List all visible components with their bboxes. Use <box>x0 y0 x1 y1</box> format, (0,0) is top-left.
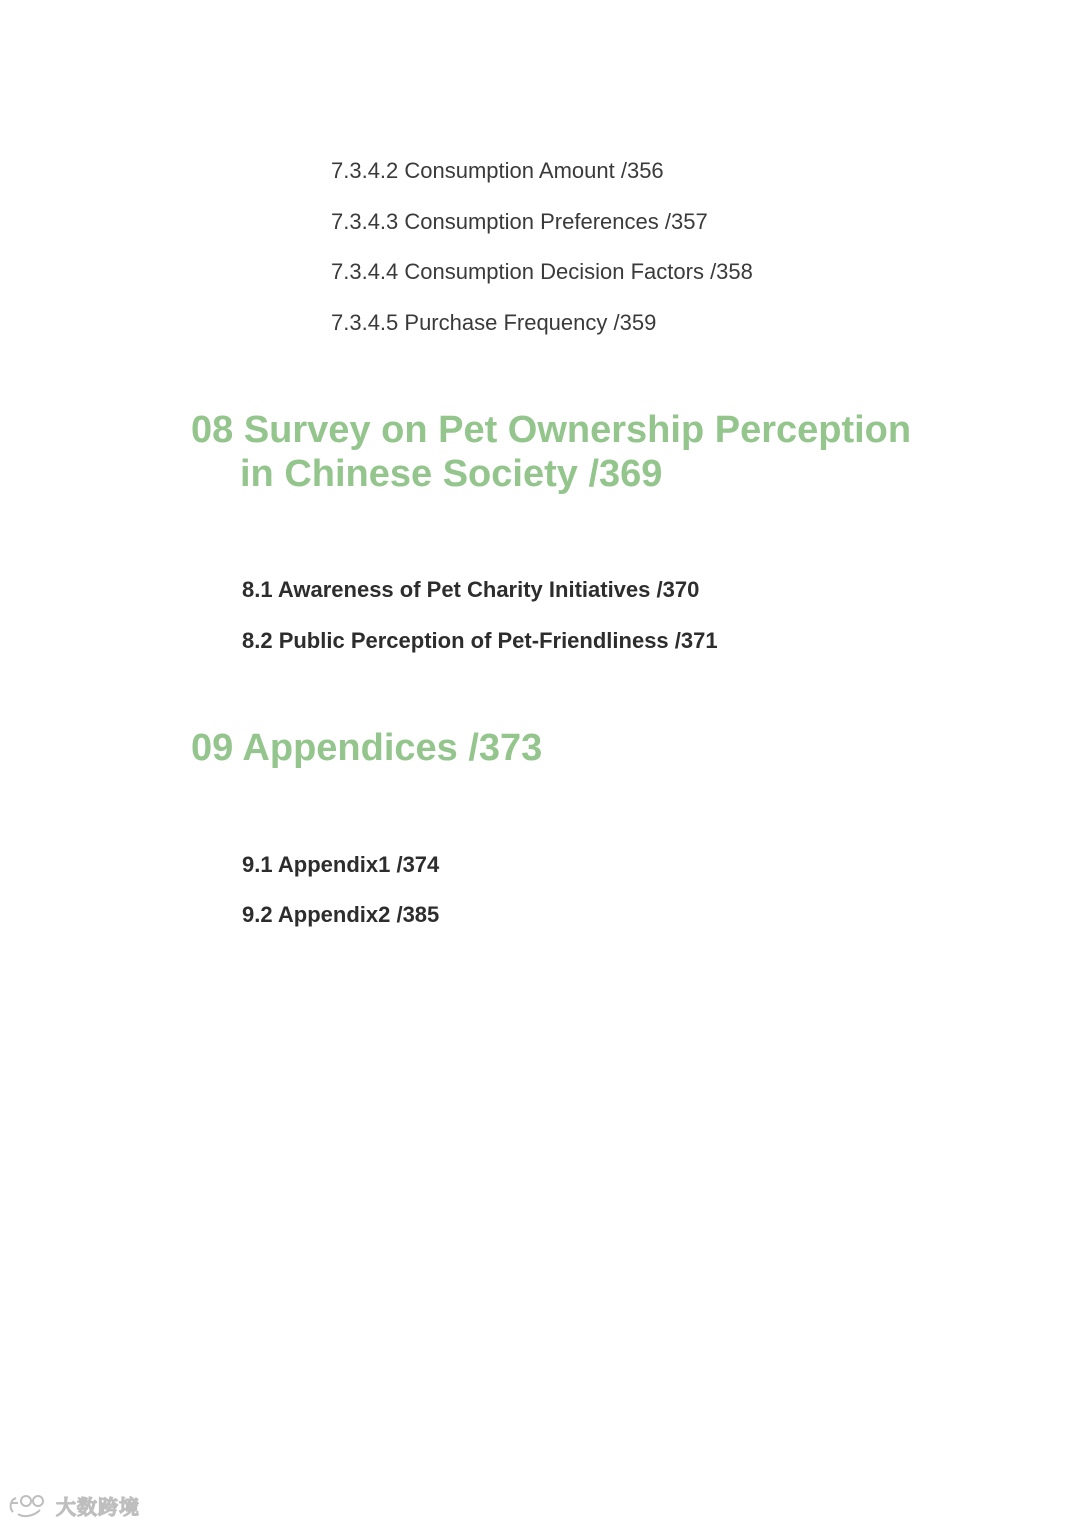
toc-subsection-7-3-4-4[interactable]: 7.3.4.4 Consumption Decision Factors /358 <box>331 259 753 284</box>
toc-section-9-1[interactable]: 9.1 Appendix1 /374 <box>242 852 440 877</box>
logo-icon <box>8 1492 50 1518</box>
chapter-08-heading-continued[interactable]: in Chinese Society /369 <box>240 453 663 495</box>
chapter-08-heading[interactable]: 08 Survey on Pet Ownership Perception <box>191 409 912 451</box>
toc-section-9-2[interactable]: 9.2 Appendix2 /385 <box>242 902 440 927</box>
chapter-09-heading[interactable]: 09 Appendices /373 <box>191 727 543 769</box>
toc-section-8-1[interactable]: 8.1 Awareness of Pet Charity Initiatives /370 <box>242 577 700 602</box>
toc-subsection-7-3-4-2[interactable]: 7.3.4.2 Consumption Amount /356 <box>331 158 664 183</box>
watermark <box>8 1489 140 1521</box>
toc-subsection-7-3-4-3[interactable]: 7.3.4.3 Consumption Preferences /357 <box>331 209 708 234</box>
toc-subsection-7-3-4-5[interactable]: 7.3.4.5 Purchase Frequency /359 <box>331 310 657 335</box>
toc-section-8-2[interactable]: 8.2 Public Perception of Pet-Friendliness /371 <box>242 628 718 653</box>
watermark-text: 大数跨境 <box>56 1494 140 1519</box>
